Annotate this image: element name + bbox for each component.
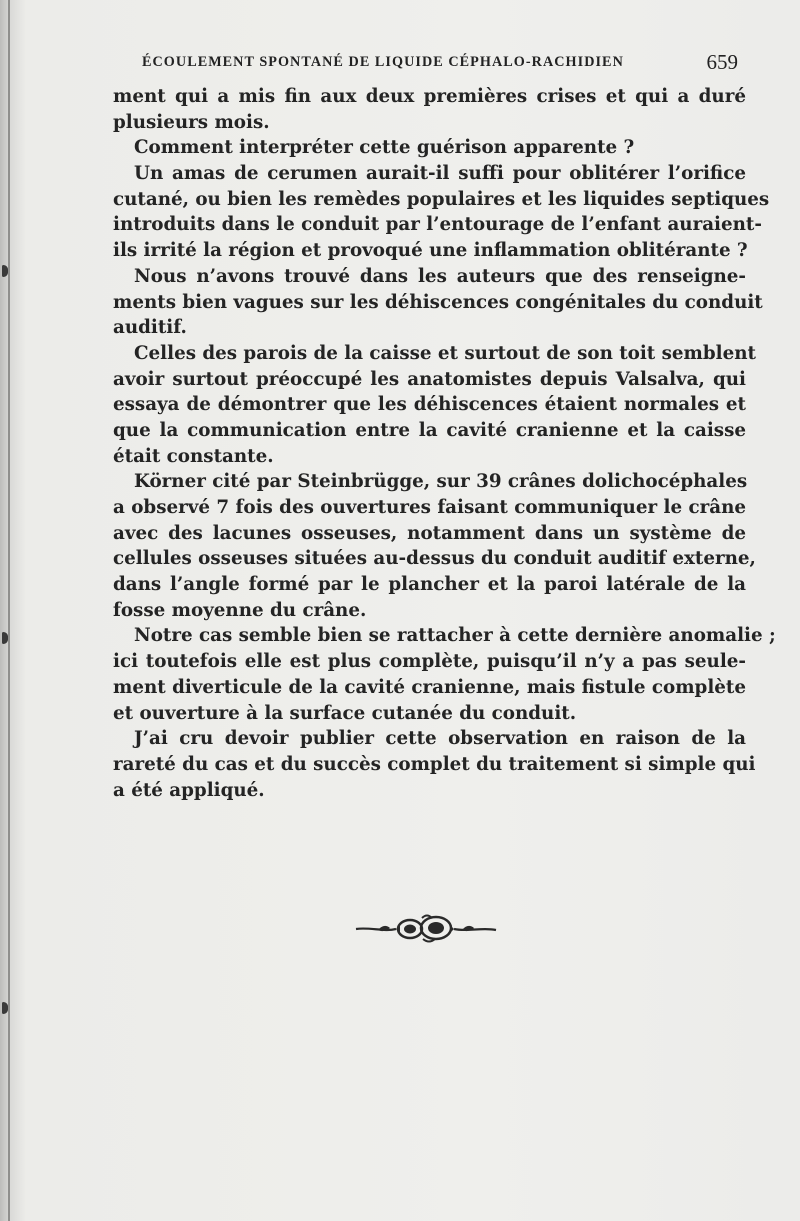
- body-line: Notre cas semble bien se rattacher à cette dernière anomalie ;: [134, 625, 776, 647]
- body-line: ici toutefois elle est plus complète, puisqu’il n’y a pas seule-: [113, 651, 746, 673]
- body-line: J’ai cru devoir publier cette observation en raison de la: [134, 728, 746, 750]
- body-line: Nous n’avons trouvé dans les auteurs que des renseigne-: [134, 265, 746, 287]
- body-line: ment diverticule de la cavité cranienne, mais fistule complète: [113, 676, 746, 698]
- body-line: a été appliqué.: [113, 779, 265, 801]
- body-line: Un amas de cerumen aurait-il suffi pour oblitérer l’orifice: [134, 163, 746, 185]
- body-line: essaya de démontrer que les déhiscences étaient normales et: [113, 394, 746, 416]
- body-line: et ouverture à la surface cutanée du conduit.: [113, 702, 577, 724]
- body-text: [113, 84, 776, 803]
- body-line: Comment interpréter cette guérison apparente ?: [134, 137, 635, 159]
- body-line: était constante.: [113, 445, 274, 467]
- body-line: avec des lacunes osseuses, notamment dans un système de: [113, 522, 746, 544]
- body-line: plusieurs mois.: [113, 111, 270, 133]
- running-head-title: ÉCOULEMENT SPONTANÉ DE LIQUIDE CÉPHALO-RACHIDIEN: [142, 54, 624, 70]
- edge-mark: [2, 265, 8, 277]
- page-number: 659: [706, 50, 738, 74]
- body-line: avoir surtout préoccupé les anatomistes depuis Valsalva, qui: [113, 368, 746, 390]
- body-line: que la communication entre la cavité cranienne et la caisse: [113, 419, 746, 441]
- body-line: dans l’angle formé par le plancher et la paroi latérale de la: [113, 574, 746, 596]
- body-line: cellules osseuses situées au-dessus du conduit auditif externe,: [113, 548, 756, 570]
- body-line: ment qui a mis fin aux deux premières crises et qui a duré: [113, 86, 746, 107]
- body-line: auditif.: [113, 317, 187, 339]
- body-line: ils irrité la région et provoqué une inflammation oblitérante ?: [113, 240, 748, 262]
- fleuron-ornament-icon: [350, 912, 500, 946]
- running-head: [142, 50, 742, 74]
- body-line: rareté du cas et du succès complet du traitement si simple qui: [113, 753, 756, 775]
- body-line: ments bien vagues sur les déhiscences congénitales du conduit: [113, 291, 763, 313]
- body-line: Körner cité par Steinbrügge, sur 39 crânes dolichocéphales: [134, 471, 748, 493]
- body-line: fosse moyenne du crâne.: [113, 599, 367, 621]
- body-line: cutané, ou bien les remèdes populaires et les liquides septiques: [113, 188, 770, 210]
- body-line: introduits dans le conduit par l’entourage de l’enfant auraient-: [113, 214, 762, 236]
- body-line: a observé 7 fois des ouvertures faisant communiquer le crâne: [113, 497, 746, 518]
- binding-edge: [8, 0, 10, 1221]
- body-line: Celles des parois de la caisse et surtout de son toit semblent: [134, 342, 756, 364]
- edge-mark: [2, 632, 8, 644]
- edge-mark: [2, 1002, 8, 1014]
